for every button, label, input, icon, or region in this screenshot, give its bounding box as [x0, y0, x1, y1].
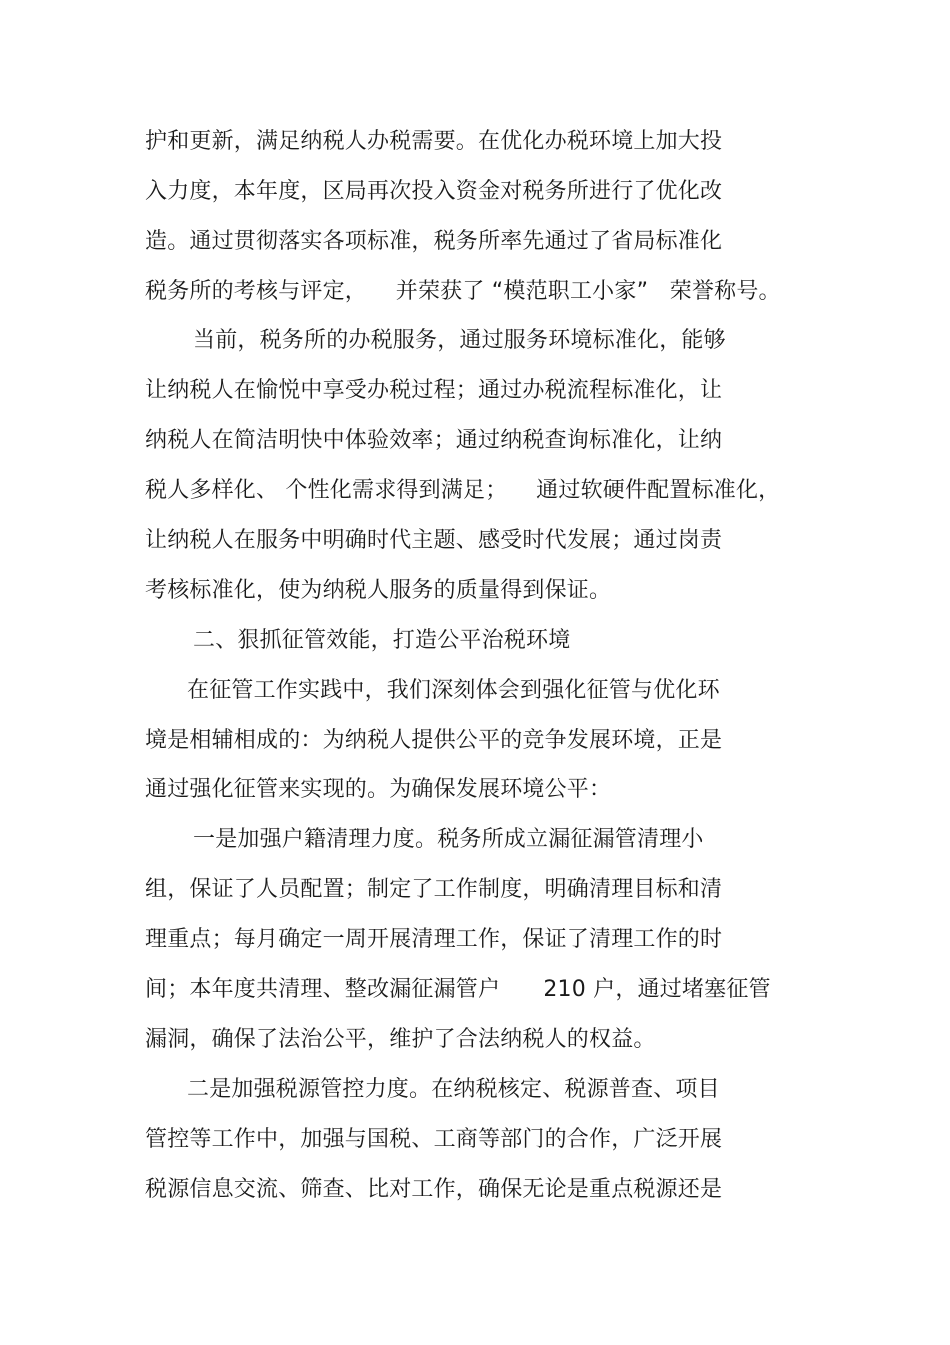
text-line: 理重点；每月确定一周开展清理工作，保证了清理工作的时: [145, 927, 723, 952]
text-line: 入力度，本年度，区局再次投入资金对税务所进行了优化改: [145, 179, 723, 204]
paragraph-first-line: 当前，税务所的办税服务，通过服务环境标准化，能够: [193, 328, 726, 353]
text-line: 漏洞，确保了法治公平，维护了合法纳税人的权益。: [145, 1027, 656, 1052]
text-line: 护和更新，满足纳税人办税需要。在优化办税环境上加大投: [145, 129, 723, 154]
text-line: 组，保证了人员配置；制定了工作制度，明确清理目标和清: [145, 877, 723, 902]
text-line: 管控等工作中，加强与国税、工商等部门的合作，广泛开展: [145, 1127, 723, 1152]
text-line: 税源信息交流、筛查、比对工作，确保无论是重点税源还是: [145, 1177, 723, 1202]
text-line: 税人多样化、 个性化需求得到满足； 通过软硬件配置标准化，: [145, 478, 781, 503]
text-line: 税务所的考核与评定， 并荣获了 “模范职工小家” 荣誉称号。: [145, 279, 781, 304]
section-heading: 二、狠抓征管效能，打造公平治税环境: [193, 628, 571, 653]
paragraph-first-line: 在征管工作实践中，我们深刻体会到强化征管与优化环: [187, 678, 720, 703]
text-line: 通过强化征管来实现的。为确保发展环境公平：: [145, 777, 612, 802]
text-line: 让纳税人在服务中明确时代主题、感受时代发展；通过岗责: [145, 528, 723, 553]
text-line: 纳税人在简洁明快中体验效率；通过纳税查询标准化，让纳: [145, 428, 723, 453]
paragraph-first-line: 二是加强税源管控力度。在纳税核定、税源普查、项目: [187, 1077, 720, 1102]
paragraph-first-line: 一是加强户籍清理力度。税务所成立漏征漏管清理小: [193, 827, 704, 852]
text-line: 考核标准化，使为纳税人服务的质量得到保证。: [145, 578, 612, 603]
text-line: 境是相辅相成的：为纳税人提供公平的竞争发展环境，正是: [145, 728, 723, 753]
text-line: 造。通过贯彻落实各项标准，税务所率先通过了省局标准化: [145, 229, 723, 254]
text-line: 让纳税人在愉悦中享受办税过程；通过办税流程标准化，让: [145, 378, 723, 403]
text-line: 间；本年度共清理、整改漏征漏管户 210 户，通过堵塞征管: [145, 977, 771, 1002]
